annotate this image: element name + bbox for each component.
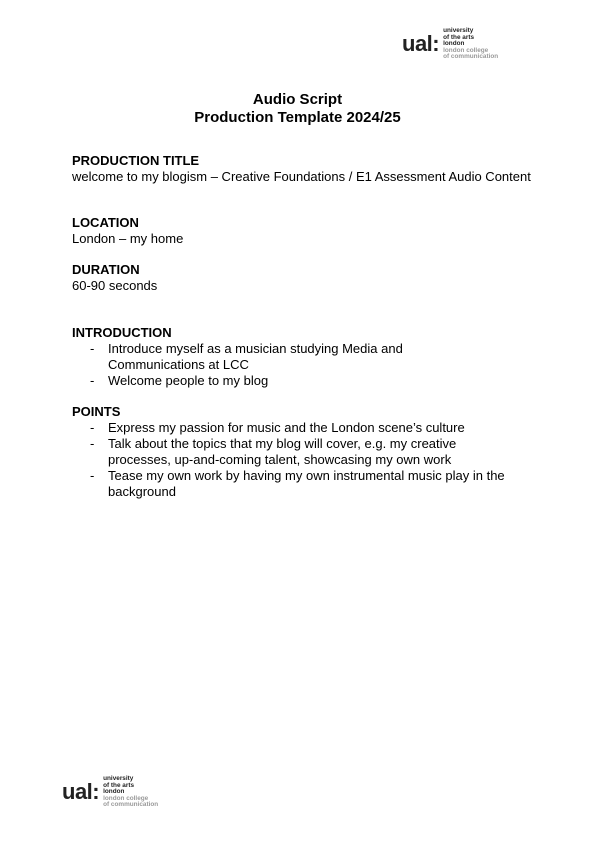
section-value: London – my home: [72, 231, 184, 246]
document-title: Audio Script: [252, 91, 343, 108]
section-heading: INTRODUCTION: [72, 325, 172, 340]
ual-logo-mark: ual:: [62, 779, 100, 805]
logo-line: of communication: [443, 53, 499, 61]
section-heading: LOCATION: [72, 215, 139, 230]
section-heading: POINTS: [72, 404, 121, 419]
document-subtitle: Production Template 2024/25: [194, 109, 401, 126]
section-heading: DURATION: [72, 262, 140, 277]
location-section: [72, 215, 532, 247]
section-value: 60-90 seconds: [72, 278, 158, 293]
points-list: [72, 420, 520, 500]
list-item: - Introduce myself as a musician studying Media and Communications at LCC: [72, 341, 452, 373]
ual-logo-header: [402, 28, 498, 61]
list-item: - Tease my own work by having my own instrumental music play in the background: [72, 468, 520, 500]
section-value: welcome to my blogism – Creative Foundations / E1 Assessment Audio Content: [72, 169, 531, 184]
ual-logo-footer: [62, 776, 158, 809]
logo-line: university: [443, 27, 474, 34]
duration-section: [72, 262, 532, 294]
logo-line: university: [103, 775, 134, 782]
logo-line: of the arts: [443, 33, 475, 41]
points-section: [72, 404, 532, 500]
logo-line: london college: [103, 794, 149, 802]
logo-line: london college: [443, 46, 489, 54]
introduction-section: [72, 325, 532, 389]
logo-line: of communication: [103, 801, 159, 809]
production-title-section: [72, 153, 532, 185]
ual-logo-text: [443, 28, 498, 61]
list-item: - Talk about the topics that my blog will cover, e.g. my creative processes, up-and-coming talent, showcasing my own work: [72, 436, 520, 468]
section-heading: PRODUCTION TITLE: [72, 153, 200, 168]
list-item: - Express my passion for music and the London scene’s culture: [72, 420, 520, 436]
ual-logo-mark: ual:: [402, 31, 440, 57]
logo-line: london: [103, 788, 125, 796]
list-item: - Welcome people to my blog: [72, 373, 452, 389]
introduction-list: [72, 341, 452, 389]
logo-line: london: [443, 40, 465, 48]
logo-line: of the arts: [103, 781, 135, 789]
ual-logo-text: [103, 776, 158, 809]
